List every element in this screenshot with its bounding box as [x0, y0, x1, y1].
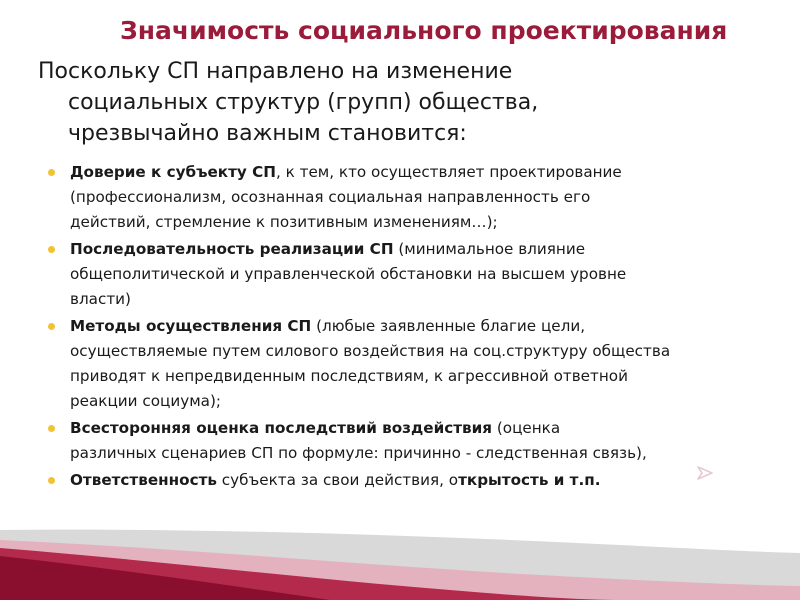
bullet-heading: ткрытость и т.п. — [458, 471, 601, 489]
bullet-line: общеполитической и управленческой обстановки на высшем уровне — [70, 265, 627, 283]
intro-paragraph — [38, 56, 778, 149]
bullet-heading: Всесторонняя оценка последствий воздействия — [70, 419, 493, 437]
bullet-heading: Доверие к субъекту СП — [70, 163, 276, 181]
bullet-dot-icon — [48, 246, 55, 253]
bullet-item-consistency — [48, 237, 768, 312]
bullet-line: приводят к непредвиденным последствиям, к агрессивной ответной — [70, 367, 628, 385]
bullet-line — [70, 468, 768, 493]
bullet-line — [70, 237, 768, 262]
bullet-dot-icon — [48, 169, 55, 176]
bullet-line: (профессионализм, осознанная социальная направленность его — [70, 188, 591, 206]
wave-mid — [0, 548, 620, 600]
wave-light — [0, 540, 800, 600]
bullet-heading: Ответственность — [70, 471, 217, 489]
intro-line: социальных структур (групп) общества, — [68, 90, 539, 115]
bullet-line: осуществляемые путем силового воздействия на соц.структуру общества — [70, 342, 671, 360]
bullet-text: субъекта за свои действия, о — [216, 471, 459, 489]
bullet-text: (оценка — [492, 419, 561, 437]
bullet-dot-icon — [48, 477, 55, 484]
bullet-item-assessment — [48, 416, 768, 466]
bullet-line: действий, стремление к позитивным изменениям…); — [70, 213, 498, 231]
bullet-item-methods — [48, 314, 768, 414]
bullet-dot-icon — [48, 323, 55, 330]
bullet-item-trust — [48, 160, 768, 235]
bullet-line: реакции социума); — [70, 392, 222, 410]
slide-title: Значимость социального проектирования — [120, 16, 728, 45]
bullet-text: (минимальное влияние — [393, 240, 586, 258]
bullet-dot-icon — [48, 425, 55, 432]
bullet-line — [70, 160, 768, 185]
bullet-heading: Методы осуществления СП — [70, 317, 312, 335]
wave-dark — [0, 556, 330, 600]
bullet-line: различных сценариев СП по формуле: причинно - следственная связь), — [70, 444, 647, 462]
intro-line: чрезвычайно важным становится: — [68, 121, 467, 146]
bullet-line — [70, 314, 768, 339]
play-arrow-icon[interactable] — [695, 463, 715, 483]
bullet-item-responsibility — [48, 468, 768, 493]
bullet-line — [70, 416, 768, 441]
wave-grey — [0, 530, 800, 600]
bullet-line: власти) — [70, 290, 131, 308]
bullet-text: (любые заявленные благие цели, — [311, 317, 586, 335]
bullet-text: , к тем, кто осуществляет проектирование — [275, 163, 622, 181]
bullet-heading: Последовательность реализации СП — [70, 240, 394, 258]
intro-line: Поскольку СП направлено на изменение — [38, 59, 513, 84]
bullet-list — [48, 160, 768, 495]
